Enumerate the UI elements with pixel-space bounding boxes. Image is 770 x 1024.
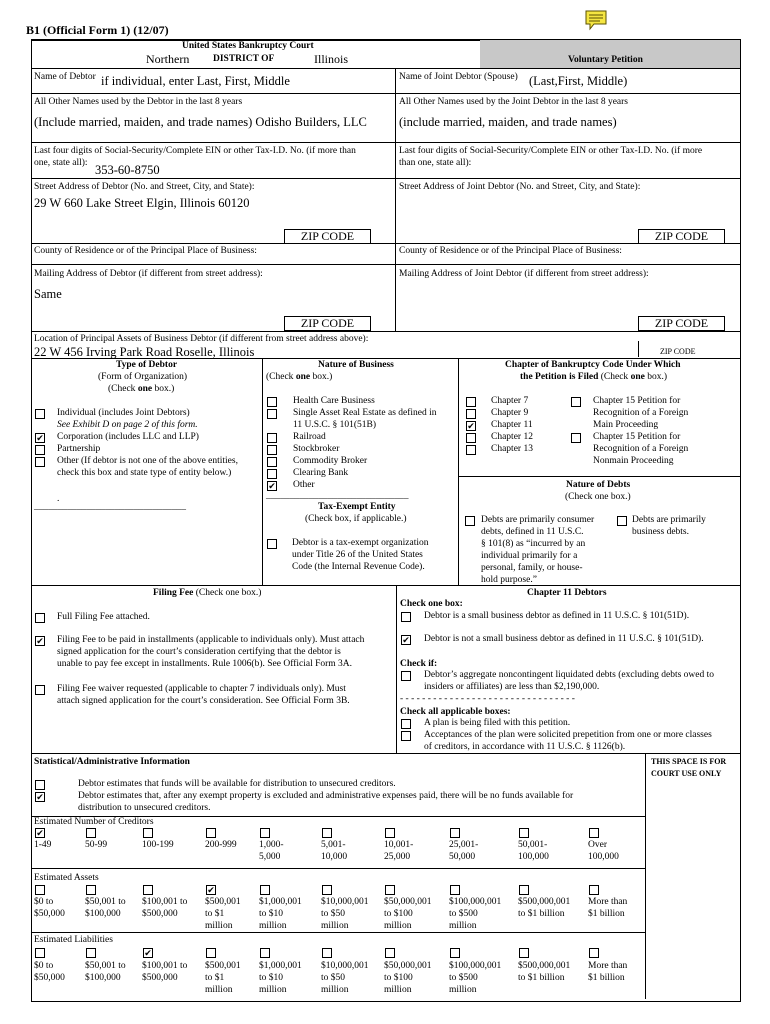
no-funds-label: distribution to unsecured creditors. (78, 803, 211, 813)
debtor-name-label: Name of Debtor (34, 72, 96, 82)
divider (31, 868, 645, 869)
assets-option-label: $50,000 (34, 909, 65, 919)
chapter11-title: Chapter 11 Debtors (527, 588, 607, 598)
chapter-title-1: Chapter of Bankruptcy Code Under Which (505, 360, 681, 370)
nature-of-business-option-label: Other (293, 480, 315, 490)
not-small-business-label: Debtor is not a small business debtor as defined in 11 U.S.C. § 101(51D). (424, 634, 704, 644)
divider (31, 142, 741, 143)
liabilities-checkbox[interactable] (35, 948, 45, 958)
chapter-option-label: Chapter 12 (491, 432, 533, 442)
divider (31, 932, 645, 933)
joint-mailing-zip-field[interactable]: ZIP CODE (638, 316, 725, 331)
assets-option-label: $500,000,001 (518, 897, 571, 907)
filing-fee-checkbox[interactable] (35, 613, 45, 623)
plan-filed-label: A plan is being filed with this petition. (424, 718, 571, 728)
liabilities-option-label: More than (588, 961, 628, 971)
chapter-option-label: Chapter 13 (491, 444, 533, 454)
tax-exempt-title: Tax-Exempt Entity (318, 502, 396, 512)
liabilities-option-label: $1,000,001 (259, 961, 302, 971)
type-of-debtor-option-label: See Exhibit D on page 2 of this form. (57, 420, 198, 430)
joint-mailing-label: Mailing Address of Joint Debtor (if different from street address): (399, 269, 649, 279)
acceptances-checkbox[interactable] (401, 731, 411, 741)
location-value[interactable]: 22 W 456 Irving Park Road Roselle, Illinois (34, 345, 255, 359)
acceptances-label: Acceptances of the plan were solicited prepetition from one or more classes (424, 730, 712, 740)
assets-checkbox[interactable] (206, 885, 216, 895)
aggregate-debts-label: insiders or affiliates) are less than $2,190,000. (424, 682, 600, 692)
divider (31, 68, 741, 69)
assets-checkbox[interactable] (450, 885, 460, 895)
nature-of-business-option-label: Single Asset Real Estate as defined in (293, 408, 437, 418)
assets-option-label: $50,001 to (85, 897, 126, 907)
creditors-option-label: 100,000 (518, 852, 549, 862)
assets-label: Estimated Assets (34, 873, 99, 883)
debtor-other-names-label: All Other Names used by the Debtor in the last 8 years (34, 97, 243, 107)
business-debts-label: Debts are primarily (632, 515, 706, 525)
assets-option-label: $500,000 (142, 909, 178, 919)
liabilities-option-label: to $500 (449, 973, 478, 983)
chapter15-option-label: Chapter 15 Petition for (593, 432, 681, 442)
debtor-ein-label-2: one, state all): (34, 158, 88, 168)
assets-checkbox[interactable] (322, 885, 332, 895)
liabilities-option-label: $500,000,001 (518, 961, 571, 971)
nature-of-debts-title: Nature of Debts (566, 480, 631, 490)
type-of-debtor-checkbox[interactable] (35, 457, 45, 467)
joint-ein-label: Last four digits of Social-Security/Complete EIN or other Tax-I.D. No. (if more (399, 146, 703, 156)
no-funds-label: Debtor estimates that, after any exempt property is excluded and administrative expenses paid, there will be no funds available for (78, 791, 574, 801)
comment-note-icon[interactable] (584, 8, 608, 32)
nature-of-debts-sub: (Check one box.) (565, 492, 631, 502)
creditors-label: Estimated Number of Creditors (34, 817, 154, 827)
creditors-option-label: 25,001- (449, 840, 479, 850)
consumer-debts-label: debts, defined in 11 U.S.C. (481, 527, 584, 537)
nature-of-business-option-label: 11 U.S.C. § 101(51B) (293, 420, 377, 430)
type-of-debtor-checkbox[interactable] (35, 409, 45, 419)
assets-option-label: million (449, 921, 477, 931)
liabilities-option-label: to $10 (259, 973, 284, 983)
joint-county-label: County of Residence or of the Principal Place of Business: (399, 246, 622, 256)
assets-option-label: $1 billion (588, 909, 625, 919)
filing-fee-option-label: Full Filing Fee attached. (57, 612, 150, 622)
debtor-mailing-zip-field[interactable]: ZIP CODE (284, 316, 371, 331)
assets-checkbox[interactable] (385, 885, 395, 895)
liabilities-checkbox[interactable] (322, 948, 332, 958)
debtor-county-label: County of Residence or of the Principal Place of Business: (34, 246, 257, 256)
chapter-title-2: the Petition is Filed (Check one box.) (520, 372, 667, 382)
tax-exempt-checkbox[interactable] (267, 539, 277, 549)
assets-option-label: to $100 (384, 909, 413, 919)
creditors-option-label: 10,001- (384, 840, 414, 850)
liabilities-option-label: to $1 (205, 973, 225, 983)
court-district-left: Northern (146, 52, 190, 66)
small-business-label: Debtor is a small business debtor as defined in 11 U.S.C. § 101(51D). (424, 611, 690, 621)
divider (31, 753, 741, 754)
filing-fee-option-label: Filing Fee waiver requested (applicable to chapter 7 individuals only). Must (57, 684, 346, 694)
filing-fee-checkbox[interactable] (35, 636, 45, 646)
chapter-checkbox[interactable] (466, 445, 476, 455)
liabilities-option-label: million (205, 985, 233, 995)
nature-of-business-checkbox[interactable] (267, 433, 277, 443)
divider (31, 585, 741, 586)
divider (31, 331, 741, 332)
liabilities-option-label: $1 billion (588, 973, 625, 983)
assets-checkbox[interactable] (86, 885, 96, 895)
type-of-debtor-sub2: (Check one box.) (108, 384, 175, 394)
joint-other-names-value[interactable]: (include married, maiden, and trade names) (399, 115, 617, 129)
divider (31, 93, 741, 94)
nature-of-business-option-label: Health Care Business (293, 396, 375, 406)
assets-checkbox[interactable] (35, 885, 45, 895)
type-of-debtor-title: Type of Debtor (116, 360, 178, 370)
creditors-option-label: 50-99 (85, 840, 108, 850)
liabilities-option-label: to $100 (384, 973, 413, 983)
assets-option-label: $100,000,001 (449, 897, 502, 907)
nature-of-business-title: Nature of Business (318, 360, 394, 370)
joint-name-value[interactable]: (Last,First, Middle) (529, 74, 628, 88)
filing-fee-title: Filing Fee (Check one box.) (153, 588, 262, 598)
chapter-checkbox[interactable] (466, 397, 476, 407)
consumer-debts-label: personal, family, or house- (481, 563, 583, 573)
no-funds-checkbox[interactable] (35, 792, 45, 802)
assets-option-label: $100,001 to (142, 897, 188, 907)
type-of-debtor-checkbox[interactable] (35, 433, 45, 443)
statistical-title: Statistical/Administrative Information (34, 757, 190, 767)
assets-option-label: $1,000,001 (259, 897, 302, 907)
funds-available-checkbox[interactable] (35, 780, 45, 790)
joint-zip-field[interactable]: ZIP CODE (638, 229, 725, 244)
consumer-debts-label: Debts are primarily consumer (481, 515, 595, 525)
filing-fee-option-label: unable to pay fee except in installments. Rule 1006(b). See Official Form 3A. (57, 659, 353, 669)
liabilities-option-label: $10,000,001 (321, 961, 369, 971)
divider (638, 341, 639, 357)
court-use-line-1: THIS SPACE IS FOR (651, 757, 727, 766)
chapter15-option-label: Chapter 15 Petition for (593, 396, 681, 406)
debtor-ein-label: Last four digits of Social-Security/Complete EIN or other Tax-I.D. No. (if more than (34, 146, 356, 156)
liabilities-option-label: $50,000,001 (384, 961, 432, 971)
liabilities-option-label: million (259, 985, 287, 995)
liabilities-label: Estimated Liabilities (34, 935, 113, 945)
chapter-option-label: Chapter 11 (491, 420, 533, 430)
type-of-debtor-checkbox[interactable] (35, 445, 45, 455)
chapter15-option-label: Recognition of a Foreign (593, 408, 689, 418)
tax-exempt-option-label: under Title 26 of the United States (292, 550, 423, 560)
form-title: B1 (Official Form 1) (12/07) (26, 23, 169, 37)
business-debts-checkbox[interactable] (617, 516, 627, 526)
liabilities-option-label: $100,001 to (142, 961, 188, 971)
assets-option-label: $100,000 (85, 909, 121, 919)
assets-option-label: to $50 (321, 909, 346, 919)
debtor-street-label: Street Address of Debtor (No. and Street, City, and State): (34, 182, 255, 192)
creditors-checkbox[interactable] (143, 828, 153, 838)
consumer-debts-label: hold purpose.” (481, 575, 537, 585)
location-label: Location of Principal Assets of Business Debtor (if different from street address above): (34, 334, 369, 344)
chapter-option-label: Chapter 7 (491, 396, 529, 406)
court-state: Illinois (314, 52, 349, 66)
filing-fee-option-label: attach signed application for the court’s consideration. See Official Form 3B. (57, 696, 350, 706)
liabilities-option-label: $50,000 (34, 973, 65, 983)
joint-street-label: Street Address of Joint Debtor (No. and Street, City, and State): (399, 182, 641, 192)
chapter15-checkbox[interactable] (571, 397, 581, 407)
divider (645, 753, 646, 999)
court-use-line-2: COURT USE ONLY (651, 769, 722, 778)
chapter-checkbox[interactable] (466, 433, 476, 443)
nature-of-business-checkbox[interactable] (267, 397, 277, 407)
creditors-option-label: 5,000 (259, 852, 281, 862)
nature-of-business-checkbox[interactable] (267, 457, 277, 467)
joint-other-names-label: All Other Names used by the Joint Debtor in the last 8 years (399, 97, 629, 107)
nature-separator: ______________________________ (266, 491, 409, 501)
assets-option-label: million (321, 921, 349, 931)
liabilities-option-label: million (449, 985, 477, 995)
creditors-checkbox[interactable] (35, 828, 45, 838)
debtor-street-value[interactable]: 29 W 660 Lake Street Elgin, Illinois 60120 (34, 196, 250, 210)
liabilities-option-label: $100,000,001 (449, 961, 502, 971)
divider (31, 243, 741, 244)
liabilities-option-label: $500,001 (205, 961, 241, 971)
creditors-option-label: 100-199 (142, 840, 174, 850)
creditors-option-label: 100,000 (588, 852, 619, 862)
creditors-option-label: 50,001- (518, 840, 548, 850)
assets-checkbox[interactable] (589, 885, 599, 895)
assets-option-label: to $10 (259, 909, 284, 919)
divider (262, 358, 263, 585)
aggregate-debts-label: Debtor’s aggregate noncontingent liquidated debts (excluding debts owed to (424, 670, 715, 680)
chapter15-option-label: Main Proceeding (593, 420, 659, 430)
assets-option-label: million (384, 921, 412, 931)
creditors-option-label: 1,000- (259, 840, 284, 850)
creditors-option-label: Over (588, 840, 607, 850)
court-name: United States Bankruptcy Court (182, 41, 314, 51)
joint-name-label: Name of Joint Debtor (Spouse) (399, 72, 518, 82)
creditors-checkbox[interactable] (322, 828, 332, 838)
creditors-checkbox[interactable] (450, 828, 460, 838)
funds-available-label: Debtor estimates that funds will be available for distribution to unsecured creditors. (78, 779, 396, 789)
small-business-checkbox[interactable] (401, 612, 411, 622)
chapter15-checkbox[interactable] (571, 433, 581, 443)
creditors-option-label: 50,000 (449, 852, 476, 862)
assets-option-label: million (259, 921, 287, 931)
filing-fee-option-label: Filing Fee to be paid in installments (applicable to individuals only). Must attach (57, 635, 365, 645)
liabilities-checkbox[interactable] (385, 948, 395, 958)
business-debts-label: business debts. (632, 527, 689, 537)
filing-fee-checkbox[interactable] (35, 685, 45, 695)
liabilities-checkbox[interactable] (86, 948, 96, 958)
type-of-debtor-option-label: Other (If debtor is not one of the above entities, (57, 456, 238, 466)
chapter11-check-if: Check if: (400, 659, 438, 669)
creditors-option-label: 200-999 (205, 840, 237, 850)
chapter-checkbox[interactable] (466, 409, 476, 419)
consumer-debts-checkbox[interactable] (465, 516, 475, 526)
liabilities-checkbox[interactable] (450, 948, 460, 958)
assets-option-label: million (205, 921, 233, 931)
creditors-checkbox[interactable] (206, 828, 216, 838)
not-small-business-checkbox[interactable] (401, 635, 411, 645)
type-of-debtor-option-label: Partnership (57, 444, 101, 454)
liabilities-option-label: million (384, 985, 412, 995)
type-of-debtor-dot: . (57, 494, 60, 504)
type-of-debtor-blank-line[interactable]: ________________________________ (34, 502, 186, 512)
creditors-option-label: 25,000 (384, 852, 411, 862)
assets-option-label: $0 to (34, 897, 54, 907)
creditors-option-label: 5,001- (321, 840, 346, 850)
nature-of-business-checkbox[interactable] (267, 469, 277, 479)
liabilities-option-label: $100,000 (85, 973, 121, 983)
location-zip-label: ZIP CODE (660, 347, 696, 356)
divider (396, 585, 397, 753)
type-of-debtor-option-label: Corporation (includes LLC and LLP) (57, 432, 199, 442)
divider (458, 358, 459, 585)
creditors-option-label: 10,000 (321, 852, 348, 862)
tax-exempt-option-label: Code (the Internal Revenue Code). (292, 562, 425, 572)
assets-option-label: $50,000,001 (384, 897, 432, 907)
divider (458, 476, 741, 477)
creditors-checkbox[interactable] (260, 828, 270, 838)
liabilities-checkbox[interactable] (260, 948, 270, 958)
type-of-debtor-option-label: check this box and state type of entity below.) (57, 468, 232, 478)
liabilities-checkbox[interactable] (143, 948, 153, 958)
tax-exempt-sub: (Check box, if applicable.) (305, 514, 407, 524)
assets-option-label: $10,000,001 (321, 897, 369, 907)
creditors-option-label: 1-49 (34, 840, 52, 850)
liabilities-option-label: million (321, 985, 349, 995)
plan-filed-checkbox[interactable] (401, 719, 411, 729)
divider (31, 178, 741, 179)
creditors-checkbox[interactable] (519, 828, 529, 838)
nature-of-business-checkbox[interactable] (267, 445, 277, 455)
creditors-checkbox[interactable] (86, 828, 96, 838)
debtor-ein-value[interactable]: 353-60-8750 (95, 163, 160, 177)
liabilities-checkbox[interactable] (589, 948, 599, 958)
assets-checkbox[interactable] (260, 885, 270, 895)
nature-of-business-checkbox[interactable] (267, 409, 277, 419)
divider (395, 68, 396, 331)
assets-option-label: More than (588, 897, 628, 907)
chapter-checkbox[interactable] (466, 421, 476, 431)
chapter11-check-all: Check all applicable boxes: (400, 707, 511, 717)
consumer-debts-label: individual primarily for a (481, 551, 578, 561)
debtor-mailing-value[interactable]: Same (34, 287, 62, 301)
aggregate-debts-checkbox[interactable] (401, 671, 411, 681)
type-of-debtor-sub1: (Form of Organization) (98, 372, 187, 382)
chapter11-check-one: Check one box: (400, 599, 463, 609)
joint-ein-label-2: than one, state all): (399, 158, 472, 168)
debtor-zip-field[interactable]: ZIP CODE (284, 229, 371, 244)
debtor-name-value[interactable]: if individual, enter Last, First, Middle (101, 74, 290, 88)
divider (31, 264, 741, 265)
liabilities-option-label: to $1 billion (518, 973, 565, 983)
assets-checkbox[interactable] (143, 885, 153, 895)
chapter15-option-label: Nonmain Proceeding (593, 456, 674, 466)
tax-exempt-option-label: Debtor is a tax-exempt organization (292, 538, 429, 548)
assets-checkbox[interactable] (519, 885, 529, 895)
liabilities-option-label: $50,001 to (85, 961, 126, 971)
assets-option-label: to $500 (449, 909, 478, 919)
assets-option-label: to $1 billion (518, 909, 565, 919)
liabilities-checkbox[interactable] (519, 948, 529, 958)
debtor-other-names-value[interactable]: (Include married, maiden, and trade names) Odisho Builders, LLC (34, 115, 367, 129)
nature-of-business-option-label: Stockbroker (293, 444, 340, 454)
creditors-checkbox[interactable] (385, 828, 395, 838)
nature-of-business-option-label: Commodity Broker (293, 456, 368, 466)
nature-of-business-option-label: Clearing Bank (293, 468, 349, 478)
liabilities-option-label: $0 to (34, 961, 54, 971)
nature-of-business-option-label: Railroad (293, 432, 326, 442)
court-district-of: DISTRICT OF (213, 54, 275, 64)
petition-type: Voluntary Petition (568, 55, 643, 65)
liabilities-checkbox[interactable] (206, 948, 216, 958)
acceptances-label: of creditors, in accordance with 11 U.S.C. § 1126(b). (424, 742, 626, 752)
assets-option-label: to $1 (205, 909, 225, 919)
debtor-mailing-label: Mailing Address of Debtor (if different from street address): (34, 269, 263, 279)
chapter15-option-label: Recognition of a Foreign (593, 444, 689, 454)
chapter-option-label: Chapter 9 (491, 408, 529, 418)
type-of-debtor-option-label: Individual (includes Joint Debtors) (57, 408, 190, 418)
liabilities-option-label: $500,000 (142, 973, 178, 983)
consumer-debts-label: § 101(8) as “incurred by an (481, 539, 586, 549)
assets-option-label: $500,001 (205, 897, 241, 907)
nature-of-business-sub: (Check one box.) (266, 372, 333, 382)
creditors-checkbox[interactable] (589, 828, 599, 838)
filing-fee-option-label: signed application for the court’s consideration certifying that the debtor is (57, 647, 341, 657)
chapter11-dashes: - - - - - - - - - - - - - - - - - - - - - - - - - - - - - - - - (400, 694, 575, 704)
liabilities-option-label: to $50 (321, 973, 346, 983)
